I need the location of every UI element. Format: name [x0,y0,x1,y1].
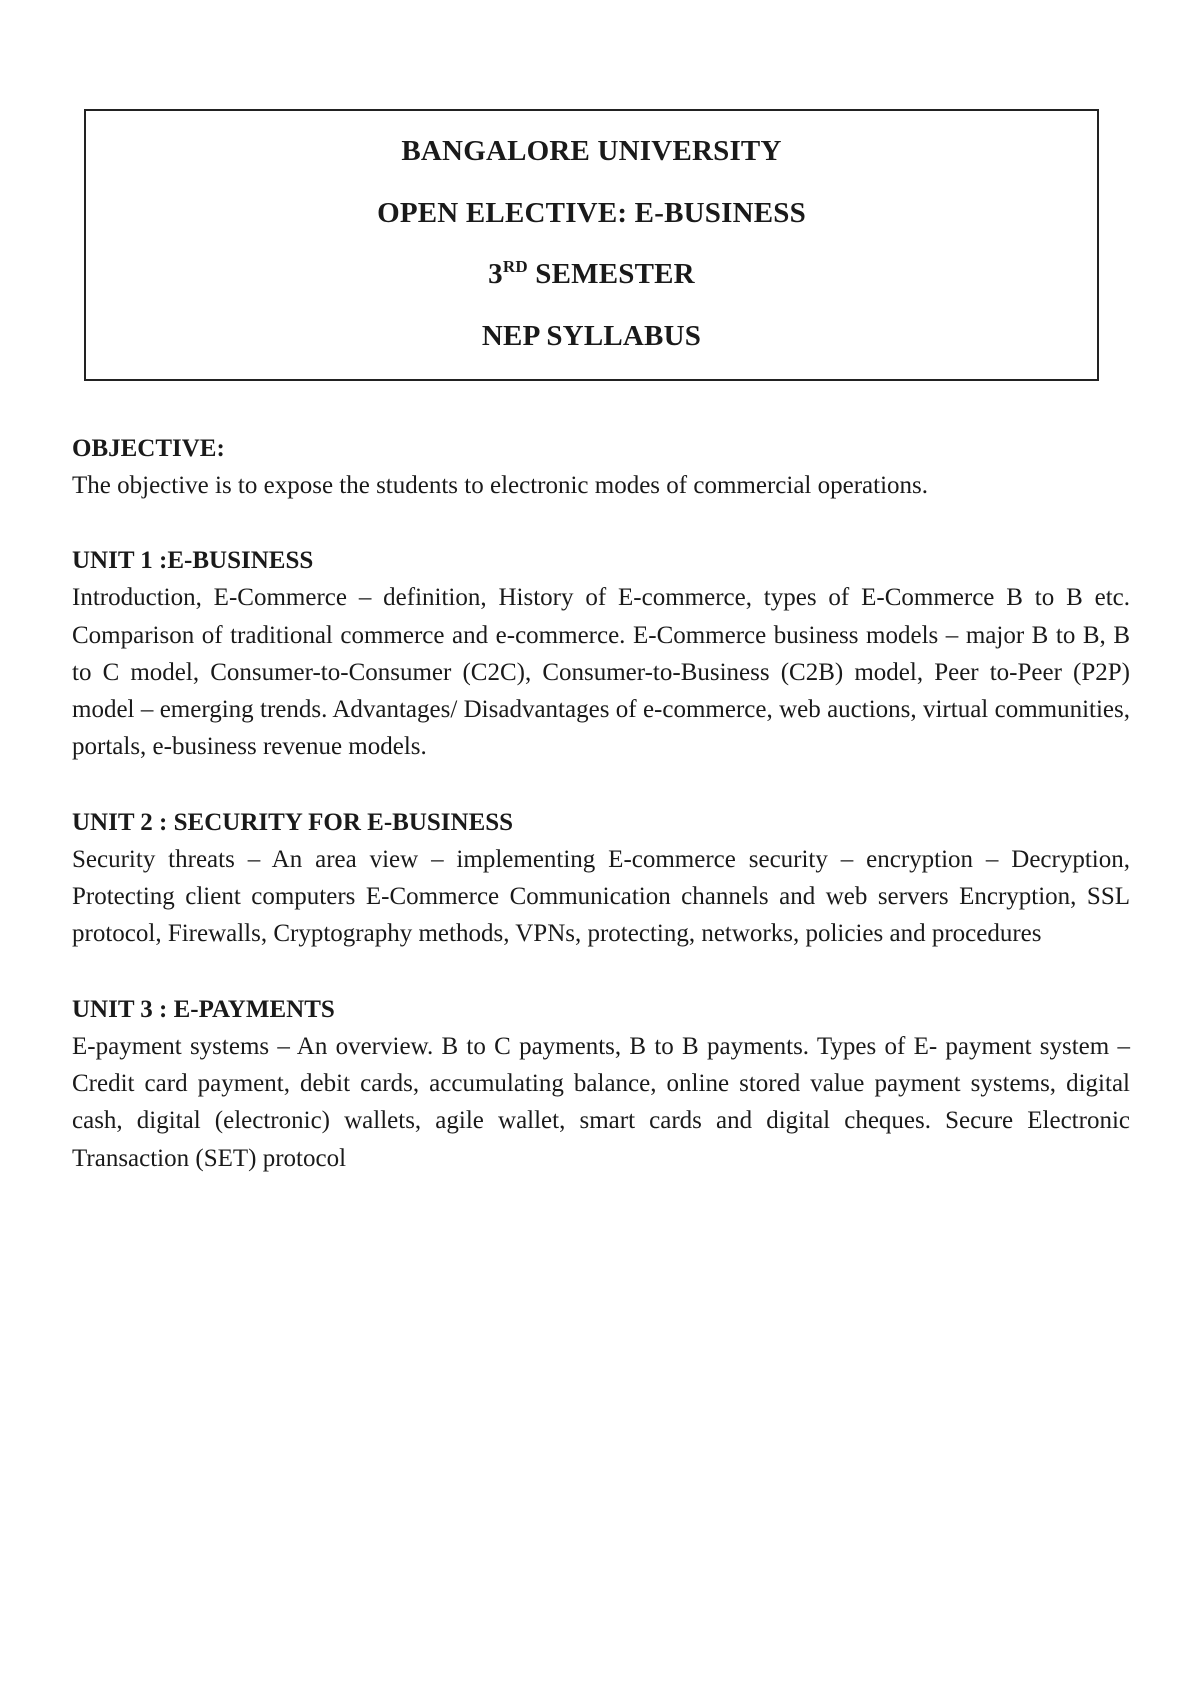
course-title: OPEN ELECTIVE: E-BUSINESS [377,197,806,229]
semester-number: 3 [488,258,503,290]
objective-section [72,430,1130,504]
unit-1-heading: UNIT 1 :E-BUSINESS [72,547,314,575]
unit-3-heading: UNIT 3 : E-PAYMENTS [72,995,335,1023]
title-box [84,109,1099,381]
objective-heading: OBJECTIVE: [72,435,225,462]
objective-text: The objective is to expose the students to electronic modes of commercial operations. [72,472,928,499]
unit-2-section [72,804,1130,953]
university-title: BANGALORE UNIVERSITY [401,135,782,167]
unit-2-text: Security threats – An area view – implementing E-commerce security – encryption – Decryption, Protecting client computers E-Commerce Communication channels and web servers Encryption, SSL protocol, Firewalls, Cryptography methods, VPNs, protecting, networks, policies and procedures [72,845,1130,948]
semester-suffix: RD [502,257,528,276]
unit-3-section [72,991,1130,1177]
unit-2-heading: UNIT 2 : SECURITY FOR E-BUSINESS [72,808,514,836]
semester-title [86,257,1097,291]
syllabus-title: NEP SYLLABUS [481,320,702,352]
semester-label: SEMESTER [527,258,695,290]
unit-1-text: Introduction, E-Commerce – definition, History of E-commerce, types of E-Commerce B to B etc. Comparison of traditional commerce and e-commerce. E-Commerce business models – major B to B, B to C model, Consumer-to-Consumer (C2C), Consumer-to-Business (C2B) model, Peer to-Peer (P2P) model – emerging trends. Advantages/ Disadvantages of e-commerce, web auctions, virtual communities, portals, e-business revenue models. [72,584,1130,761]
unit-1-section [72,542,1130,765]
unit-3-text: E-payment systems – An overview. B to C payments, B to B payments. Types of E- payment system – Credit card payment, debit cards, accumulating balance, online stored value payment systems, digital cash, digital (electronic) wallets, agile wallet, smart cards and digital cheques. Secure Electronic Transaction (SET) protocol [72,1032,1130,1172]
syllabus-content [72,430,1130,1215]
